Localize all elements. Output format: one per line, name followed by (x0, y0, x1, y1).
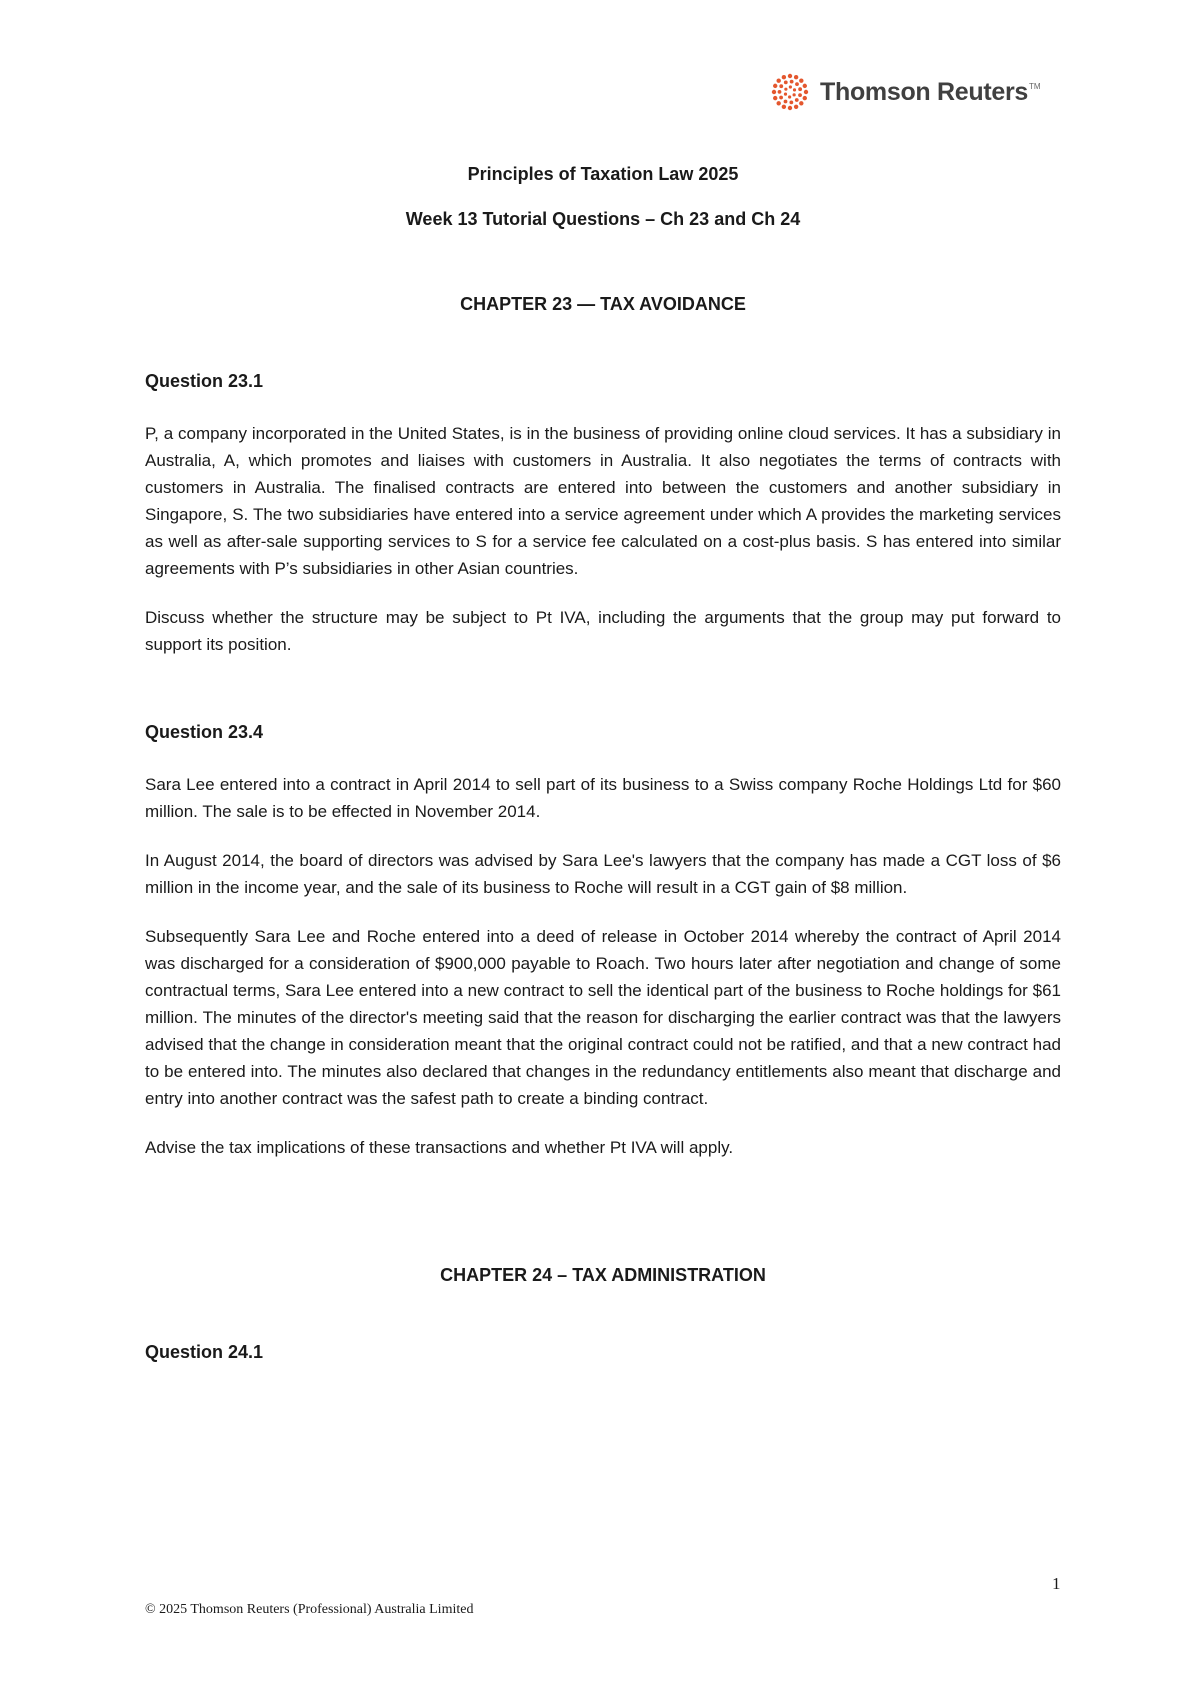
page-number: 1 (1052, 1574, 1061, 1593)
question-23-4-paragraph-2: In August 2014, the board of directors was advised by Sara Lee's lawyers that the company has made a CGT loss of $6 million in the income year, and the sale of its business to Roche will result in a CGT gain of $8 million. (145, 851, 1061, 897)
document-title: Principles of Taxation Law 2025 (467, 164, 739, 184)
question-23-4-label: Question 23.4 (145, 722, 264, 742)
logo-brand-text: Thomson Reuters (820, 77, 1029, 106)
document-body (145, 164, 1061, 1363)
question-23-1-paragraph-1: P, a company incorporated in the United States, is in the business of providing online cloud services. It has a subsidiary in Australia, A, which promotes and liaises with customers in Australia. It also negotiates the terms of contracts with customers in Australia. The finalised contracts are entered into between the customers and another subsidiary in Singapore, S. The two subsidiaries have entered into a service agreement under which A provides the marketing services as well as after-sale supporting services to S for a service fee calculated on a cost-plus basis. S has entered into similar agreements with P’s subsidiaries in other Asian countries. (145, 424, 1061, 578)
document-subtitle: Week 13 Tutorial Questions – Ch 23 and Ch 24 (405, 209, 801, 229)
question-23-1-label: Question 23.1 (145, 371, 264, 391)
question-23-4-paragraph-4: Advise the tax implications of these transactions and whether Pt IVA will apply. (145, 1138, 734, 1157)
chapter-23-heading: CHAPTER 23 — TAX AVOIDANCE (460, 294, 746, 314)
question-24-1-label: Question 24.1 (145, 1342, 264, 1362)
question-23-4-paragraph-3: Subsequently Sara Lee and Roche entered into a deed of release in October 2014 whereby the contract of April 2014 was discharged for a consideration of $900,000 payable to Roach. Two hours later after negotiation and change of some contractual terms, Sara Lee entered into a new contract to sell the identical part of the business to Roche holdings for $61 million. The minutes of the director's meeting said that the reason for discharging the earlier contract was that the lawyers advised that the change in consideration meant that the original contract could not be ratified, and that a new contract had to be entered into. The minutes also declared that changes in the redundancy entitlements also meant that discharge and entry into another contract was the safest path to create a binding contract. (145, 927, 1061, 1108)
thomson-reuters-dot-circle-icon (770, 72, 810, 112)
logo-trademark: TM (1029, 81, 1041, 91)
question-23-1-paragraph-2: Discuss whether the structure may be subject to Pt IVA, including the arguments that the group may put forward to support its position. (145, 608, 1061, 654)
copyright-footer: © 2025 Thomson Reuters (Professional) Australia Limited (145, 1602, 474, 1617)
question-23-4-paragraph-1: Sara Lee entered into a contract in April 2014 to sell part of its business to a Swiss company Roche Holdings Ltd for $60 million. The sale is to be effected in November 2014. (145, 775, 1061, 821)
chapter-24-heading: CHAPTER 24 – TAX ADMINISTRATION (440, 1265, 766, 1285)
thomson-reuters-logo (770, 72, 1041, 112)
